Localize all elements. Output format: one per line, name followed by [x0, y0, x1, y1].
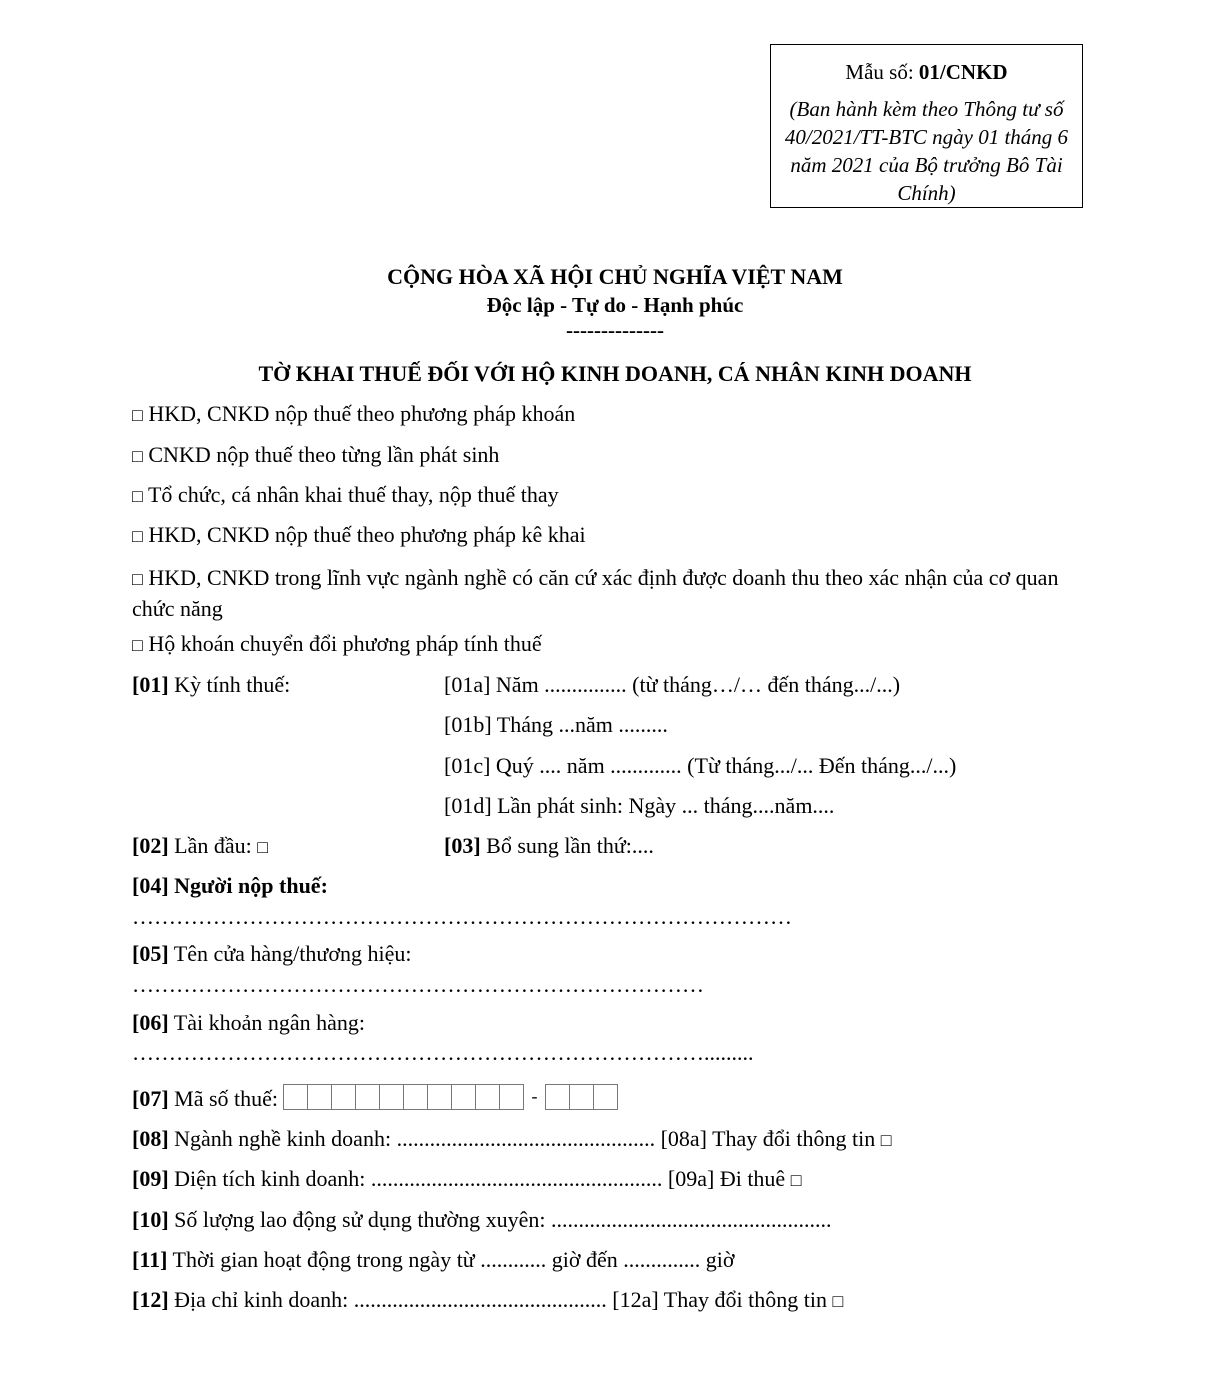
divider: -------------- — [566, 318, 664, 342]
field-03-supplement[interactable] — [444, 833, 654, 859]
option-label: HKD, CNKD nộp thuế theo phương pháp khoán — [148, 401, 576, 426]
field-code: [07] — [132, 1086, 169, 1111]
field-code: [10] — [132, 1207, 169, 1232]
tax-code-digit-box[interactable] — [283, 1084, 308, 1110]
tax-code-dash: - — [531, 1086, 538, 1106]
option-revenue-confirmation — [132, 563, 1092, 623]
page-title: TỜ KHAI THUẾ ĐỐI VỚI HỘ KINH DOANH, CÁ NHÂN KINH DOANH — [258, 361, 972, 386]
field-code: [08] — [132, 1126, 169, 1151]
tax-code-digit-box[interactable] — [569, 1084, 594, 1110]
form-code-box — [770, 44, 1083, 208]
form-issuance-note: (Ban hành kèm theo Thông tư số 40/2021/TT-BTC ngày 01 tháng 6 năm 2021 của Bộ trưởng Bô Tài Chính) — [784, 97, 1069, 205]
taxpayer-input[interactable]: ……………………………………………………………………………… — [132, 904, 792, 929]
nation-heading: CỘNG HÒA XÃ HỘI CHỦ NGHĨA VIỆT NAM — [387, 264, 843, 289]
field-label[interactable]: Địa chỉ kinh doanh: .............................................. [12a] Thay đổi thông tin — [168, 1287, 833, 1312]
tax-code-digit-box[interactable] — [545, 1084, 570, 1110]
tax-code-digit-box[interactable] — [499, 1084, 524, 1110]
field-code: [02] — [132, 833, 169, 858]
store-name-input[interactable]: …………………………………………………………………… — [132, 972, 704, 997]
field-06-bank-account — [132, 1010, 365, 1036]
option-proxy-filing — [132, 482, 559, 508]
option-checkbox[interactable]: □ — [132, 526, 143, 546]
tax-code-digit-box[interactable] — [307, 1084, 332, 1110]
motto: Độc lập - Tự do - Hạnh phúc — [486, 293, 744, 317]
option-checkbox[interactable]: □ — [132, 446, 143, 466]
field-01a-year[interactable]: [01a] Năm ............... (từ tháng…/… đến tháng.../...) — [444, 672, 901, 697]
option-declaration — [132, 522, 586, 548]
field-code: [01] — [132, 672, 169, 697]
option-method-conversion — [132, 631, 542, 657]
option-per-occurrence — [132, 442, 499, 468]
field-label: Lần đầu: — [168, 833, 258, 858]
form-code-label: Mẫu số: — [845, 60, 919, 84]
field-label[interactable]: Ngành nghề kinh doanh: ............................................... [08a] Thay đổi thông tin — [168, 1126, 881, 1151]
field-label[interactable]: Số lượng lao động sử dụng thường xuyên: ................................................... — [168, 1207, 832, 1232]
field-code: [04] — [132, 873, 169, 898]
tax-code-digit-box[interactable] — [427, 1084, 452, 1110]
bank-account-input[interactable]: ……………………………………………………………………......... — [132, 1040, 754, 1065]
field-01b-month[interactable]: [01b] Tháng ...năm ......... — [444, 712, 668, 737]
field-01d-occurrence[interactable]: [01d] Lần phát sinh: Ngày ... tháng....năm.... — [444, 793, 835, 818]
option-checkbox[interactable]: □ — [132, 486, 143, 506]
tax-code-digit-box[interactable] — [331, 1084, 356, 1110]
option-label: CNKD nộp thuế theo từng lần phát sinh — [148, 442, 500, 467]
field-01-label — [132, 672, 290, 698]
info-change-checkbox[interactable]: □ — [880, 1130, 892, 1150]
field-12-business-address — [132, 1287, 843, 1313]
field-11-operating-hours — [132, 1247, 735, 1273]
option-label: Hộ khoán chuyển đổi phương pháp tính thuế — [148, 631, 542, 656]
field-label: Kỳ tính thuế: — [168, 672, 291, 697]
tax-code-digit-box[interactable] — [355, 1084, 380, 1110]
field-code: [03] — [444, 833, 481, 858]
field-label: Người nộp thuế: — [168, 873, 328, 898]
field-04-taxpayer — [132, 873, 328, 899]
field-02-first-time — [132, 833, 268, 859]
field-label: Bổ sung lần thứ:.... — [480, 833, 654, 858]
field-code: [06] — [132, 1010, 169, 1035]
field-08-business-line — [132, 1126, 892, 1152]
field-code: [09] — [132, 1166, 169, 1191]
field-09-business-area — [132, 1166, 802, 1192]
tax-code-digit-box[interactable] — [593, 1084, 618, 1110]
option-label: HKD, CNKD trong lĩnh vực ngành nghề có căn cứ xác định được doanh thu theo xác nhận của cơ quan chức năng — [132, 565, 1059, 621]
field-code: [05] — [132, 941, 169, 966]
field-label: Mã số thuế: — [168, 1086, 279, 1111]
first-time-checkbox[interactable]: □ — [257, 837, 269, 857]
field-label[interactable]: Diện tích kinh doanh: ..................................................... [09a] Đi thuê — [168, 1166, 791, 1191]
field-05-store-name — [132, 941, 411, 967]
tax-code-digit-box[interactable] — [475, 1084, 500, 1110]
field-10-employees — [132, 1207, 831, 1233]
form-code-value: 01/CNKD — [918, 60, 1008, 84]
option-checkbox[interactable]: □ — [132, 405, 143, 425]
tax-code-digit-box[interactable] — [451, 1084, 476, 1110]
form-code — [771, 60, 1082, 85]
address-change-checkbox[interactable]: □ — [832, 1291, 844, 1311]
tax-code-digit-box[interactable] — [403, 1084, 428, 1110]
option-label: Tổ chức, cá nhân khai thuế thay, nộp thuế thay — [147, 482, 559, 507]
field-01c-quarter[interactable]: [01c] Quý .... năm ............. (Từ tháng.../... Đến tháng.../...) — [444, 753, 957, 778]
field-code: [12] — [132, 1287, 169, 1312]
tax-code-branch-boxes[interactable] — [546, 1084, 618, 1110]
field-07-tax-code — [132, 1086, 618, 1114]
field-code: [11] — [132, 1247, 168, 1272]
option-checkbox[interactable]: □ — [132, 569, 143, 589]
tax-code-main-boxes[interactable] — [284, 1084, 524, 1110]
field-label[interactable]: Thời gian hoạt động trong ngày từ ............ giờ đến .............. giờ — [167, 1247, 735, 1272]
option-checkbox[interactable]: □ — [132, 635, 143, 655]
field-label: Tên cửa hàng/thương hiệu: — [168, 941, 412, 966]
rented-checkbox[interactable]: □ — [790, 1170, 802, 1190]
field-label: Tài khoản ngân hàng: — [168, 1010, 365, 1035]
option-label: HKD, CNKD nộp thuế theo phương pháp kê khai — [148, 522, 586, 547]
option-lump-sum — [132, 401, 575, 427]
tax-code-digit-box[interactable] — [379, 1084, 404, 1110]
